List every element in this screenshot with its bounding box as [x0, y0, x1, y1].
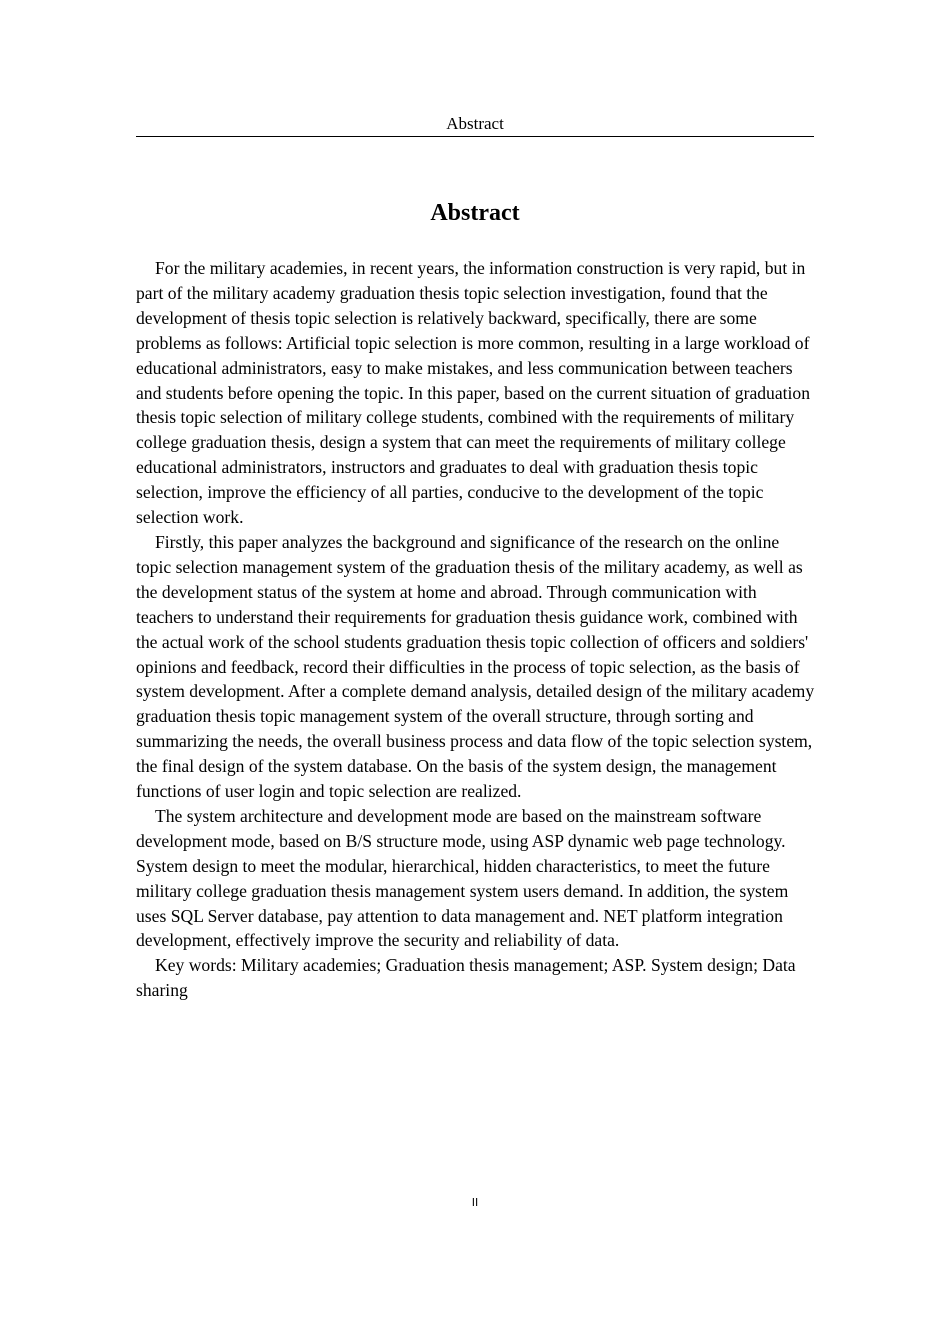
page-number: II — [471, 1196, 479, 1209]
abstract-paragraph-3: The system architecture and development mode are based on the mainstream software development mode, based on B/S structure mode, using ASP dynamic web page technology. System design to meet the modular, hierarchical, hidden characteristics, to meet the future military college graduation thesis management system users demand. In addition, the system uses SQL Server database, pay attention to data management and. NET platform integration development, effectively improve the security and reliability of data. — [136, 805, 789, 951]
keywords-paragraph: Key words: Military academies; Graduation thesis management; ASP. System design; Data sharing — [136, 955, 796, 1001]
abstract-paragraph-1: For the military academies, in recent years, the information construction is very rapid, but in part of the military academy graduation thesis topic selection investigation, found that the development of thesis topic selection is relatively backward, specifically, there are some problems as follows: Artificial topic selection is more common, resulting in a large workload of educational administrators, easy to make mistakes, and less communication between teachers and students before opening the topic. In this paper, based on the current situation of graduation thesis topic selection of military college students, combined with the requirements of military college graduation thesis, design a system that can meet the requirements of military college educational administrators, instructors and graduates to deal with graduation thesis topic selection, improve the efficiency of all parties, conducive to the development of the topic selection work. — [136, 258, 811, 528]
running-header: Abstract — [136, 114, 814, 137]
abstract-paragraph-2: Firstly, this paper analyzes the background and significance of the research on the online topic selection management system of the graduation thesis of the military academy, as well as the development status of the system at home and abroad. Through communication with teachers to understand their requirements for graduation thesis guidance work, combined with the actual work of the school students graduation thesis topic collection of officers and soldiers' opinions and feedback, record their difficulties in the process of topic selection, as the basis of system development. After a complete demand analysis, detailed design of the military academy graduation thesis topic management system of the overall structure, through sorting and summarizing the needs, the overall business process and data flow of the topic selection system, the final design of the system database. On the basis of the system design, the management functions of user login and topic selection are realized. — [136, 531, 815, 802]
page-title: Abstract — [430, 200, 520, 226]
abstract-body — [136, 256, 816, 1003]
